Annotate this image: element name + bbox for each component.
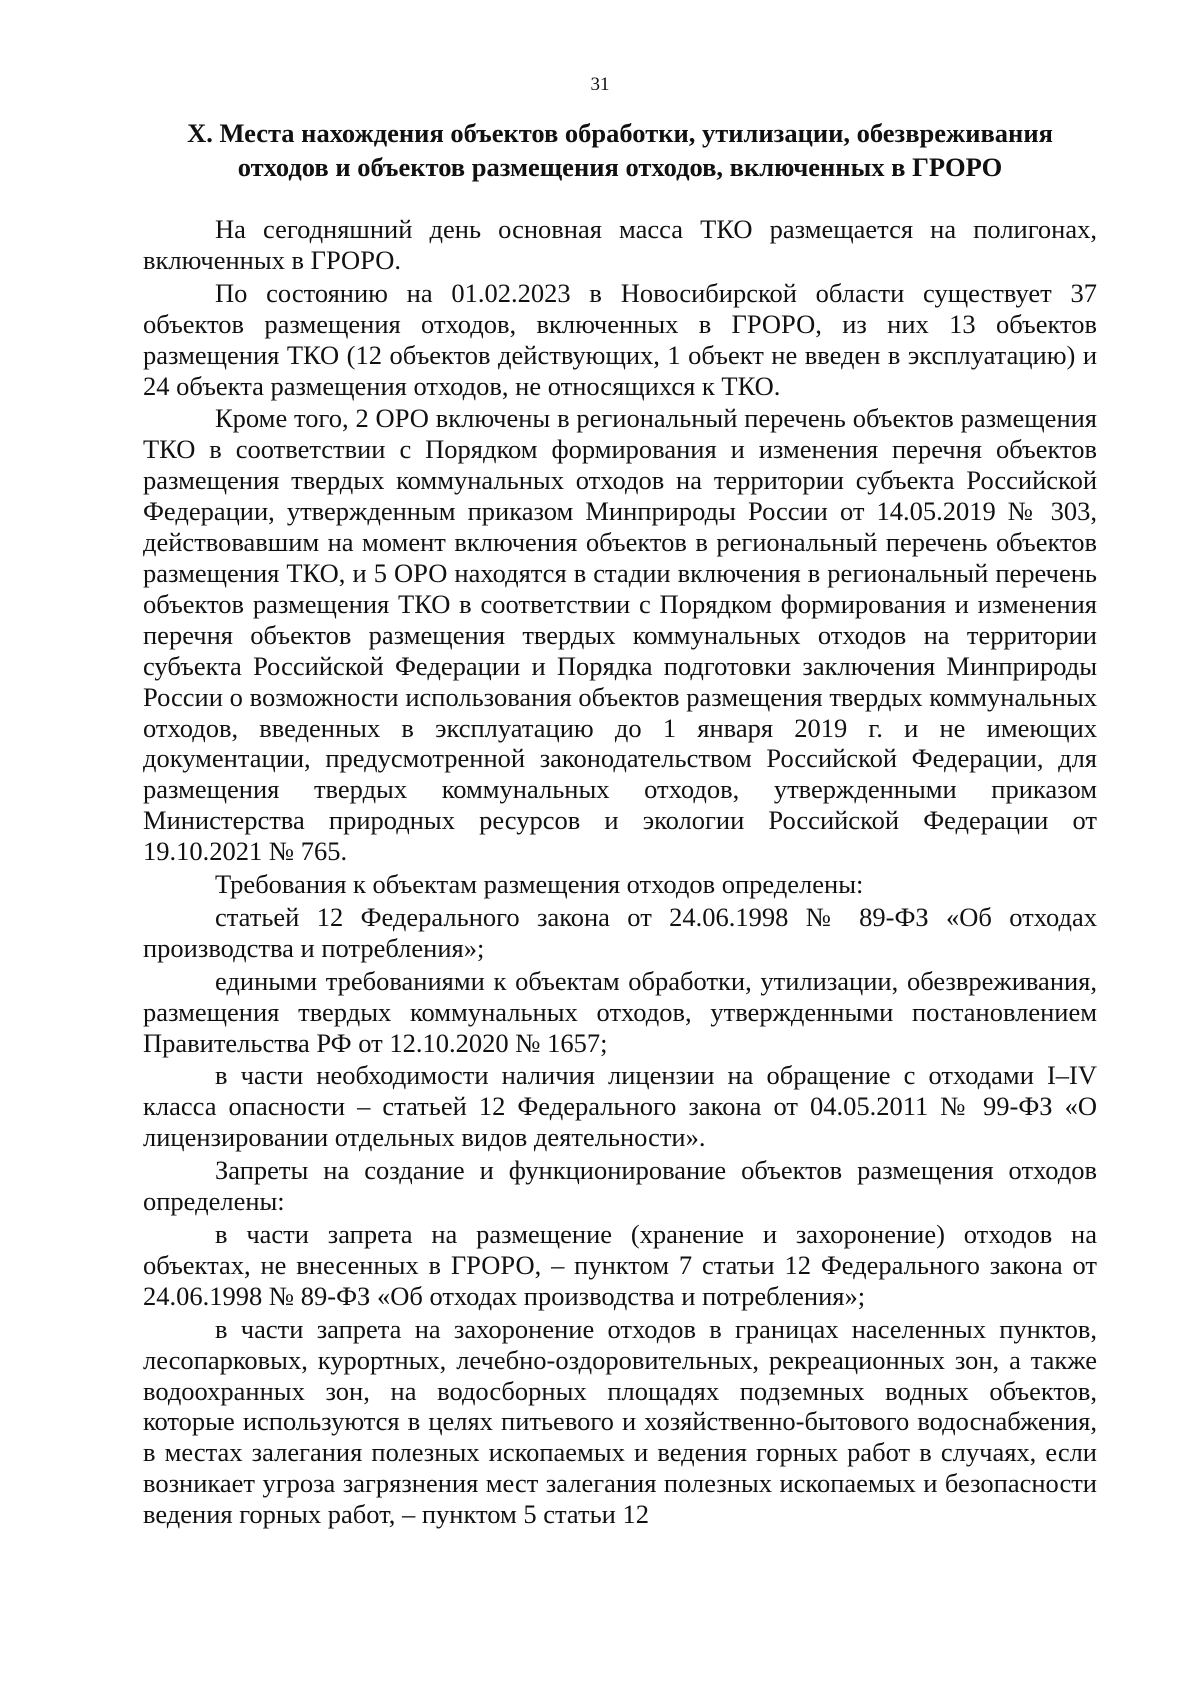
body-text [143,214,1097,1532]
paragraph-requirements-intro: Требования к объектам размещения отходов определены: [215,869,864,900]
paragraph-regional-list: Кроме того, 2 ОРО включены в региональный перечень объектов размещения ТКО в соответствии с Порядком формирования и изменения перечня объектов размещения твердых коммунальных отходов на территории субъекта Российской Федерации, утвержденным приказом Минприроды России от 14.05.2019 № 303, действовавшим на момент включения объектов в региональный перечень объектов размещения ТКО, и 5 ОРО находятся в стадии включения в региональный перечень объектов размещения ТКО в соответствии с Порядком формирования и изменения перечня объектов размещения твердых коммунальных отходов на территории субъекта Российской Федерации и Порядка подготовки заключения Минприроды России о возможности использования объектов размещения твердых коммунальных отходов, введенных в эксплуатацию до 1 января 2019 г. и не имеющих документации, предусмотренной законодательством Российской Федерации, для размещения твердых коммунальных отходов, утвержденными приказом Министерства природных ресурсов и экологии Российской Федерации от 19.10.2021 № 765. [143,403,1097,867]
section-heading [140,116,1100,184]
paragraph-requirement-unified: едиными требованиями к объектам обработки, утилизации, обезвреживания, размещения твердых коммунальных отходов, утвержденными постановлением Правительства РФ от 12.10.2020 № 1657; [143,965,1097,1058]
section-heading-line-1: X. Места нахождения объектов обработки, утилизации, обезвреживания [187,118,1053,148]
paragraph-prohibition-groro: в части запрета на размещение (хранение и захоронение) отходов на объектах, не внесенных в ГРОРО, – пунктом 7 статьи 12 Федерального закона от 24.06.1998 № 89-ФЗ «Об отходах производства и потребления»; [143,1219,1097,1311]
section-heading-line-2: отходов и объектов размещения отходов, включенных в ГРОРО [237,152,1003,182]
paragraph-requirement-license: в части необходимости наличия лицензии на обращение с отходами I–IV класса опасности – статьей 12 Федерального закона от 04.05.2011 № 99-ФЗ «О лицензировании отдельных видов деятельности». [143,1060,1097,1153]
paragraph-object-count: По состоянию на 01.02.2023 в Новосибирской области существует 37 объектов размещения отходов, включенных в ГРОРО, из них 13 объектов размещения ТКО (12 объектов действующих, 1 объект не введен в эксплуатацию) и 24 объекта размещения отходов, не относящихся к ТКО. [143,277,1097,401]
paragraph-requirement-law-89: статьей 12 Федерального закона от 24.06.1998 № 89-ФЗ «Об отходах производства и потребления»; [143,901,1097,963]
paragraph-landfills-overview: На сегодняшний день основная масса ТКО размещается на полигонах, включенных в ГРОРО. [143,214,1097,275]
paragraph-prohibition-burial: в части запрета на захоронение отходов в границах населенных пунктов, лесопарковых, курортных, лечебно-оздоровительных, рекреационных зон, а также водоохранных зон, на водосборных площадях подземных водных объектов, которые используются в целях питьевого и хозяйственно-бытового водоснабжения, в местах залегания полезных ископаемых и ведения горных работ в случаях, если возникает угроза загрязнения мест залегания полезных ископаемых и безопасности ведения горных работ, – пунктом 5 статьи 12 [143,1313,1097,1530]
paragraph-prohibitions-intro: Запреты на создание и функционирование объектов размещения отходов определены: [143,1155,1097,1217]
page-number: 31 [590,74,610,95]
